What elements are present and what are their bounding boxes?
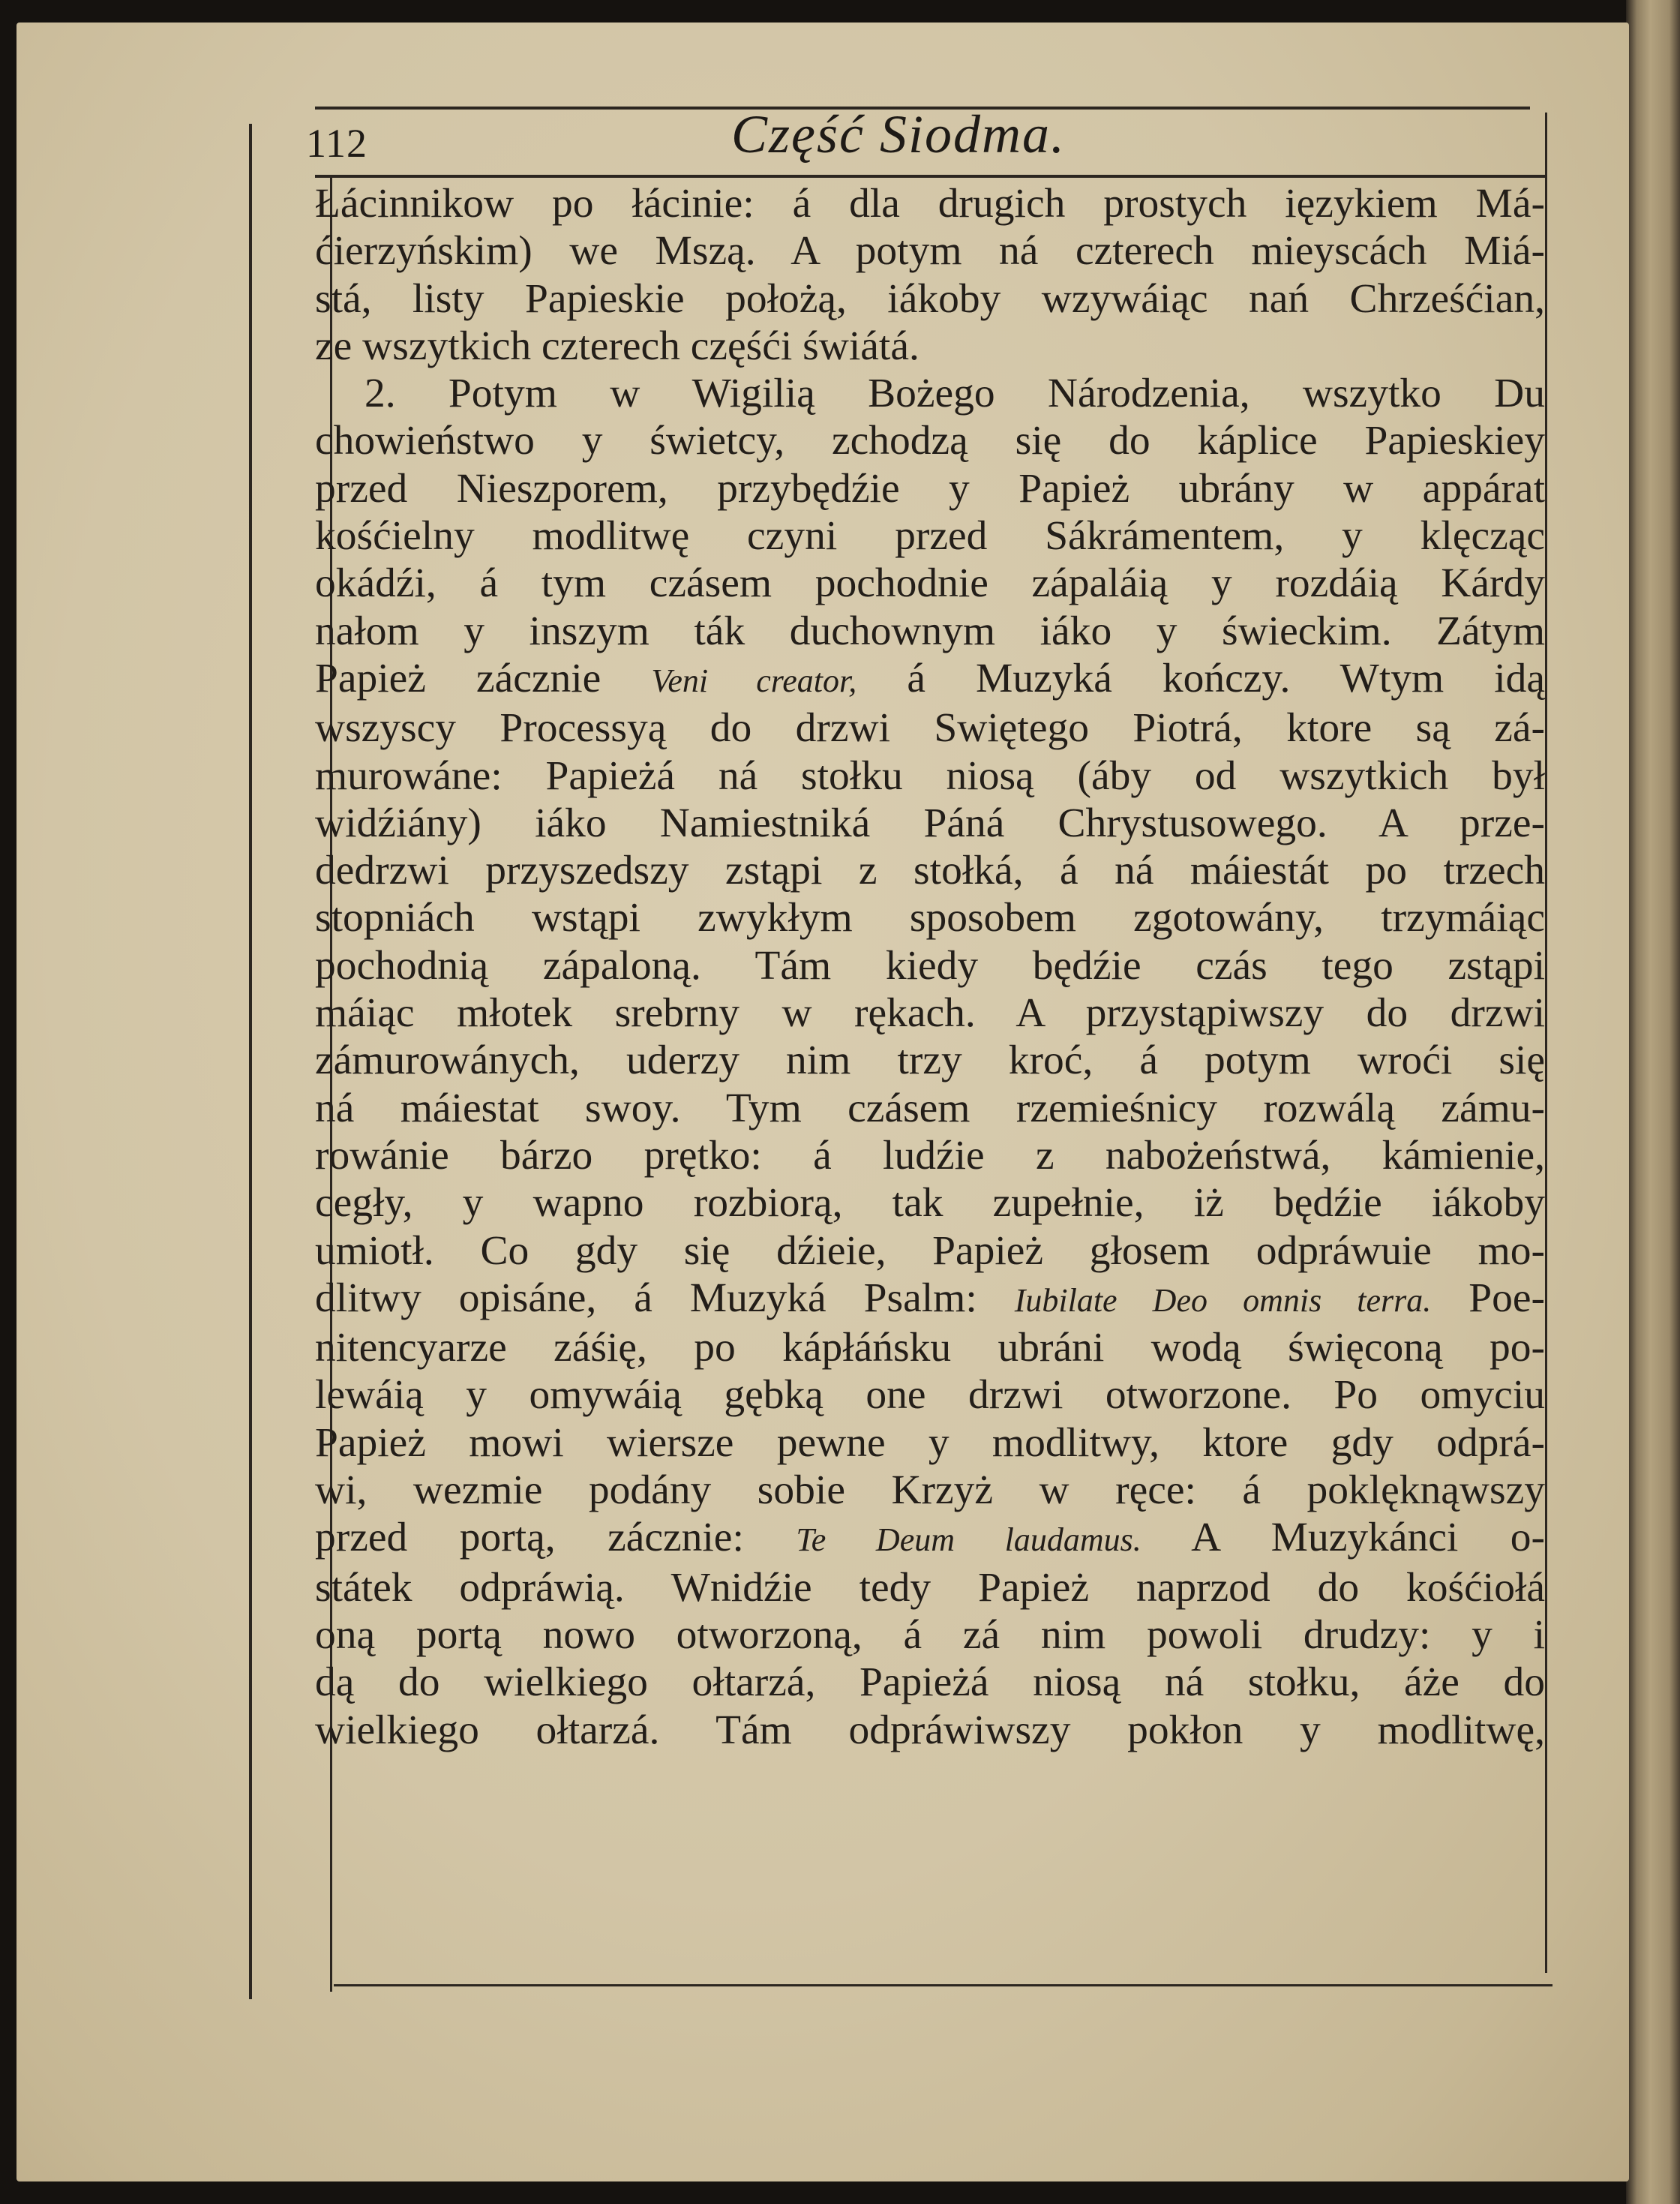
- text-line: murowáne: Papieżá ná stołku niosą (áby od wszytkich był: [315, 752, 1545, 799]
- text-line: ćierzyńskim) we Mszą. A potym ná czterech mieyscách Miá-: [315, 228, 1545, 275]
- text-line: lewáią y omywáią gębką one drzwi otworzone. Po omyciu: [315, 1372, 1545, 1419]
- running-head: Część Siodma.: [731, 104, 1066, 164]
- text-line: chowieństwo y świetcy, zchodzą się do káplice Papieskiey: [315, 418, 1545, 464]
- line-part: A Muzykánci o-: [1191, 1515, 1546, 1561]
- page-number: 112: [306, 121, 368, 166]
- text-line: wielkiego ołtarzá. Tám odpráwiwszy pokłon y modlitwę,: [315, 1707, 1545, 1753]
- latin-phrase: Te Deum laudamus.: [796, 1521, 1142, 1559]
- line-part: dlitwy opisáne, á Muzyká Psalm:: [315, 1275, 977, 1321]
- text-line: widźiány) iáko Namiestniká Páná Chrystusowego. A prze-: [315, 800, 1545, 846]
- text-line: stá, listy Papieskie położą, iákoby wzywáiąc nań Chrześćian,: [315, 275, 1545, 322]
- text-line: [315, 655, 1545, 704]
- text-line: umiotł. Co gdy się dźieie, Papież głosem odpráwuie mo-: [315, 1227, 1545, 1274]
- text-line: cegły, y wapno rozbiorą, tak zupełnie, iż będźie iákoby: [315, 1180, 1545, 1227]
- text-line: ze wszytkich czterech częśći świátá.: [315, 323, 920, 369]
- text-line: rowánie bárzo prętko: á ludźie z nabożeństwá, kámienie,: [315, 1132, 1545, 1179]
- text-line: [315, 1275, 1545, 1324]
- bottom-rule: [334, 1984, 1552, 1986]
- text-line: ná máiestat swoy. Tym czásem rzemieśnicy rozwálą zámu-: [315, 1085, 1545, 1131]
- text-line: nitencyarze záśię, po kápłáńsku ubráni wodą święconą po-: [315, 1325, 1545, 1371]
- next-page-edge: [1626, 0, 1680, 2204]
- text-line: przed Nieszporem, przybędźie y Papież ubrány w appárat: [315, 465, 1545, 512]
- latin-phrase: Iubilate Deo omnis terra.: [1014, 1281, 1432, 1319]
- outer-left-border: [249, 124, 252, 1999]
- text-line: stopniách wstąpi zwykłym sposobem zgotowány, trzymáiąc: [315, 895, 1545, 941]
- line-part: Papież zácznie: [315, 655, 602, 701]
- body-text: [315, 180, 1545, 1754]
- text-line: wszyscy Processyą do drzwi Swiętego Piotrá, ktore są zá-: [315, 705, 1545, 752]
- text-line: dą do wielkiego ołtarzá, Papieżá niosą ná stołku, áże do: [315, 1659, 1545, 1706]
- text-line: máiąc młotek srebrny w rękach. A przystąpiwszy do drzwi: [315, 990, 1545, 1037]
- text-line: pochodnią zápaloną. Tám kiedy będźie czás tego zstąpi: [315, 942, 1545, 989]
- text-line: 2. Potym w Wigilią Bożego Národzenia, wszytko Du: [364, 371, 1545, 417]
- text-line: Papież mowi wiersze pewne y modlitwy, ktore gdy odprá-: [315, 1419, 1545, 1466]
- text-line: státek odpráwią. Wnidźie tedy Papież naprzod do kośćiołá: [315, 1564, 1545, 1611]
- text-line: zámurowánych, uderzy nim trzy kroć, á potym wroći się: [315, 1037, 1545, 1084]
- text-line: okádźi, á tym czásem pochodnie zápaláią y rozdáią Kárdy: [315, 560, 1545, 607]
- text-line: Łácinnikow po łácinie: á dla drugich prostych ięzykiem Má-: [315, 181, 1545, 227]
- text-line: wi, wezmie podány sobie Krzyż w ręce: á poklęknąwszy: [315, 1467, 1545, 1514]
- text-line: nałom y inszym ták duchownym iáko y świeckim. Zátym: [315, 608, 1545, 654]
- header-rule: [315, 175, 1545, 178]
- text-line: kośćielny modlitwę czyni przed Sákrámentem, y klęcząc: [315, 513, 1545, 560]
- right-border: [1545, 113, 1547, 1973]
- text-line: oną portą nowo otworzoną, á zá nim powoli drudzy: y i: [315, 1611, 1545, 1658]
- latin-phrase: Veni creator,: [651, 662, 857, 699]
- line-part: przed portą, zácznie:: [315, 1515, 744, 1561]
- text-line: [315, 1514, 1545, 1563]
- line-part: Poe-: [1468, 1275, 1546, 1321]
- text-line: dedrzwi przyszedszy zstąpi z stołká, á ná máiestát po trzech: [315, 848, 1545, 894]
- line-part: á Muzyká kończy. Wtym idą: [907, 655, 1545, 701]
